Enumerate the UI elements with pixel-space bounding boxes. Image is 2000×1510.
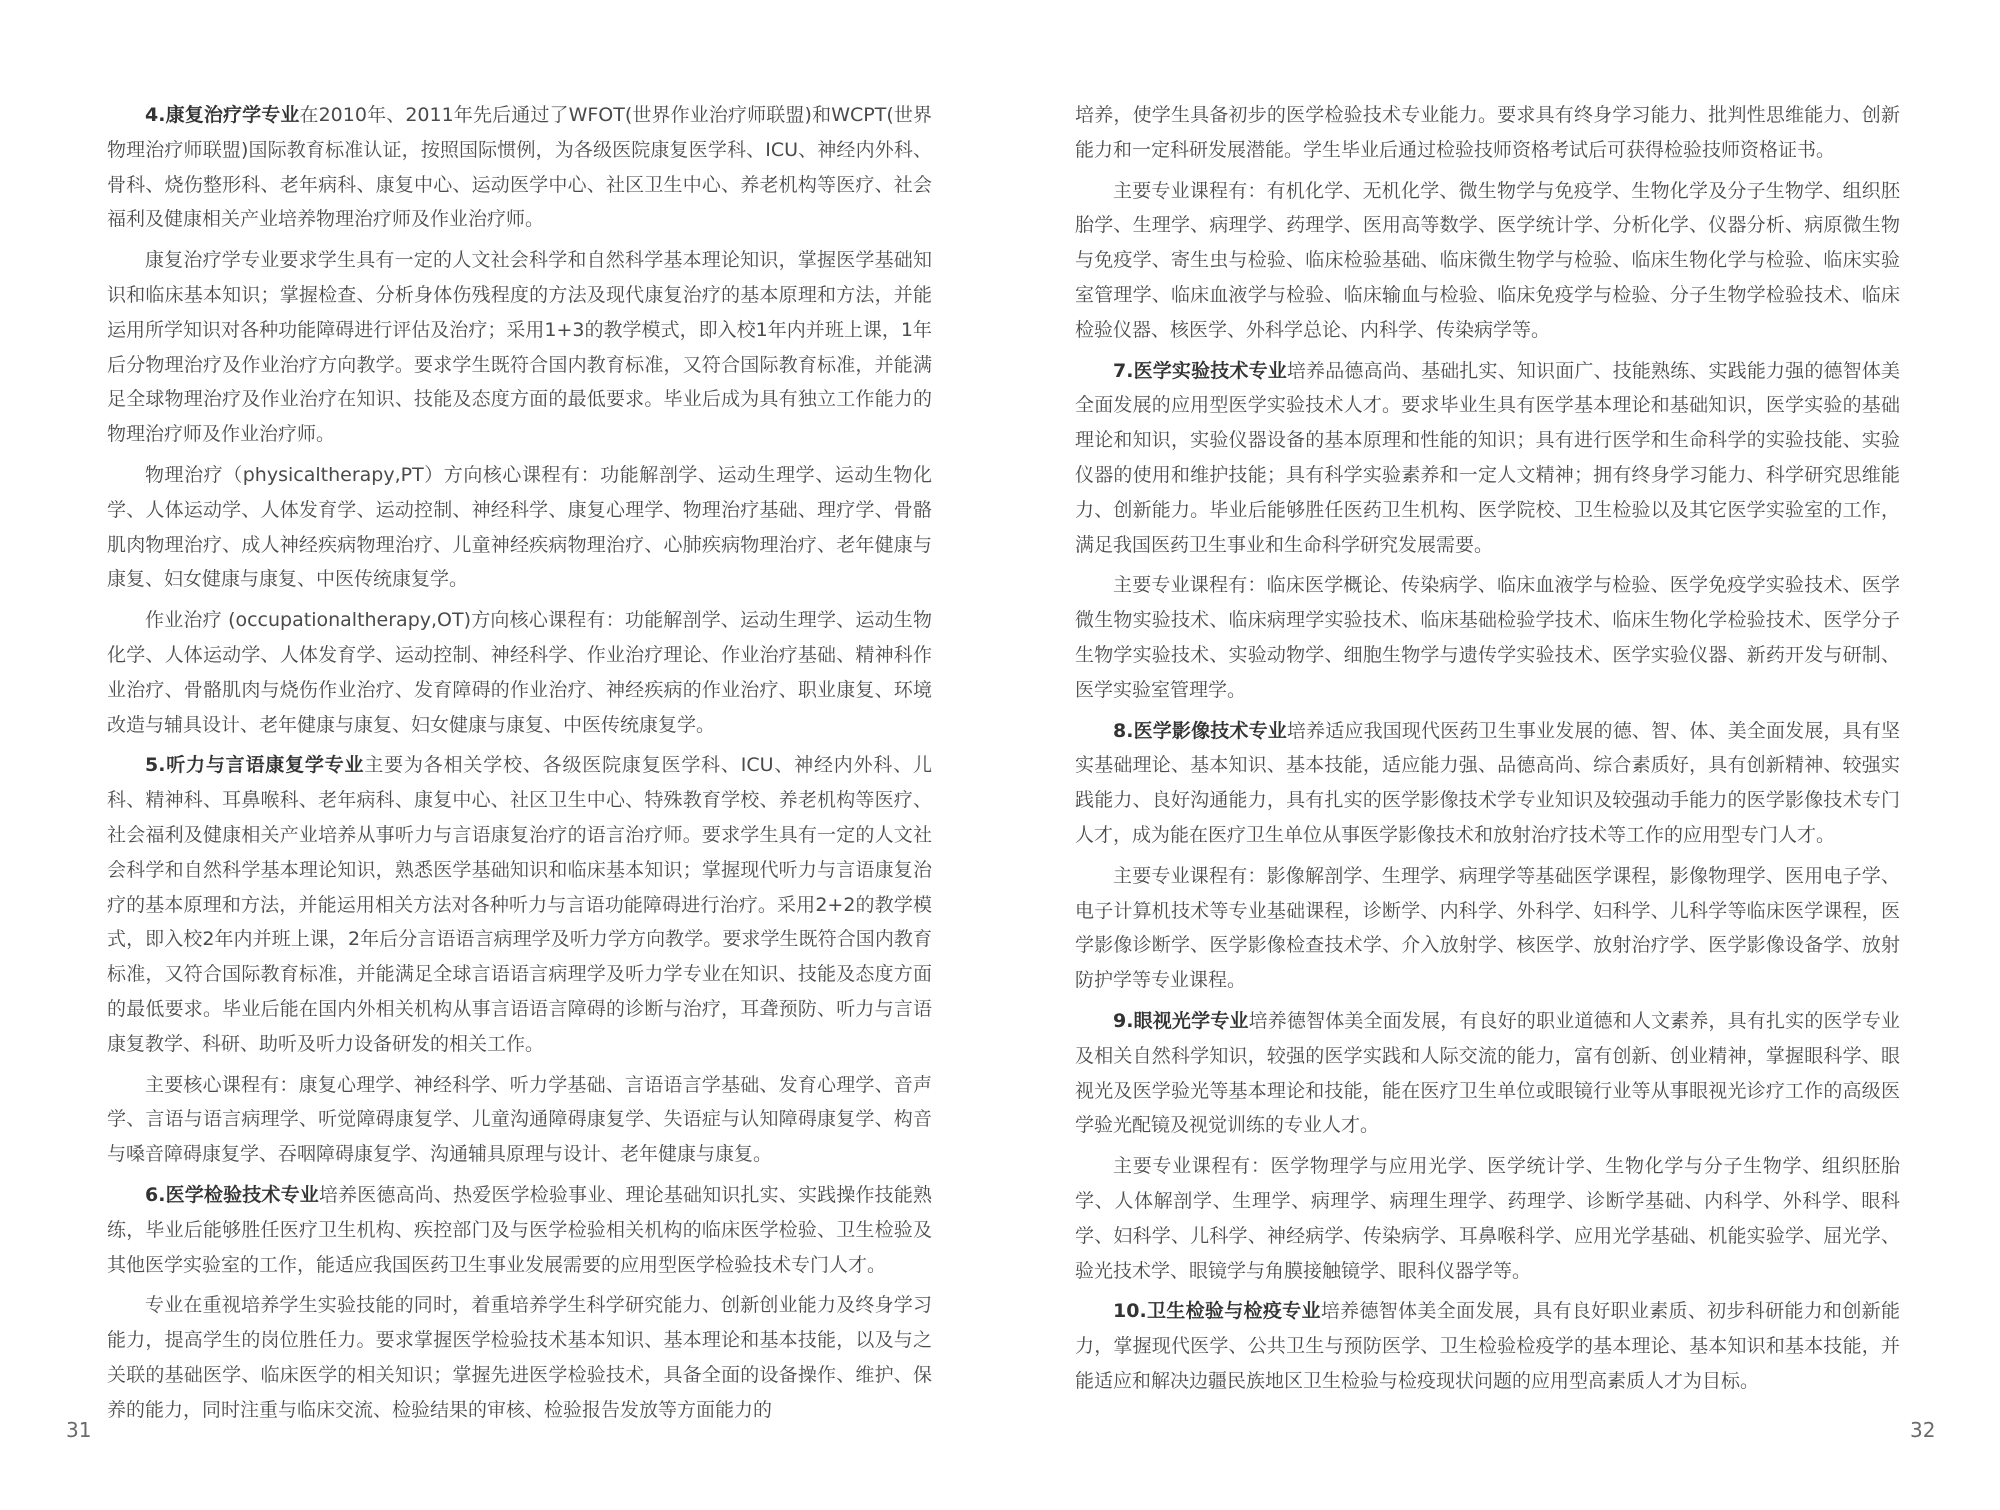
section-heading-optometry: 9.眼视光学专业 (1113, 1009, 1249, 1032)
paragraph-text: 主要专业课程有：医学物理学与应用光学、医学统计学、生物化学与分子生物学、组织胚胎学、人体解剖学、生理学、病理学、病理生理学、药理学、诊断学基础、内科学、外科学、眼科学、妇科学、儿科学、神经病学、传染病学、耳鼻喉科学、应用光学基础、机能实验学、屈光学、验光技术学、眼镜学与角膜接触镜学、眼科仪器学等。 (1075, 1155, 1900, 1282)
paragraph-text: 培养，使学生具备初步的医学检验技术专业能力。要求具有终身学习能力、批判性思维能力、创新能力和一定科研发展潜能。学生毕业后通过检验技师资格考试后可获得检验技师资格证书。 (1075, 104, 1900, 161)
paragraph-lab-medicine-courses (1075, 174, 1900, 348)
paragraph-lab-medicine-skills (107, 1288, 932, 1427)
paragraph-rehab-therapy-intro (107, 98, 932, 237)
paragraph-ot-courses (107, 603, 932, 742)
left-page-column (107, 98, 932, 1433)
paragraph-pt-courses (107, 458, 932, 597)
section-heading-imaging: 8.医学影像技术专业 (1113, 719, 1287, 742)
paragraph-optometry-courses (1075, 1149, 1900, 1288)
paragraph-text: 主要核心课程有：康复心理学、神经科学、听力学基础、言语语言学基础、发育心理学、音声学、言语与语言病理学、听觉障碍康复学、儿童沟通障碍康复学、失语症与认知障碍康复学、构音与嗓音障碍康复学、吞咽障碍康复学、沟通辅具原理与设计、老年健康与康复。 (107, 1073, 932, 1166)
right-page-column (1075, 98, 1900, 1405)
paragraph-text: 培养医德高尚、热爱医学检验事业、理论基础知识扎实、实践操作技能熟练，毕业后能够胜任医疗卫生机构、疾控部门及与医学检验相关机构的临床医学检验、卫生检验及其他医学实验室的工作，能适应我国医药卫生事业发展需要的应用型医学检验技术专门人才。 (107, 1183, 932, 1276)
section-heading-health-inspection: 10.卫生检验与检疫专业 (1113, 1300, 1321, 1323)
paragraph-text: 作业治疗 (occupationaltherapy,OT)方向核心课程有：功能解剖学、运动生理学、运动生物化学、人体运动学、人体发育学、运动控制、神经科学、作业治疗理论、作业治疗基础、精神科作业治疗、骨骼肌肉与烧伤作业治疗、发育障碍的作业治疗、神经疾病的作业治疗、职业康复、环境改造与辅具设计、老年健康与康复、妇女健康与康复、中医传统康复学。 (107, 609, 932, 736)
paragraph-text: 在2010年、2011年先后通过了WFOT(世界作业治疗师联盟)和WCPT(世界物理治疗师联盟)国际教育标准认证，按照国际惯例，为各级医院康复医学科、ICU、神经内外科、骨科、烧伤整形科、老年病科、康复中心、运动医学中心、社区卫生中心、养老机构等医疗、社会福利及健康相关产业培养物理治疗师及作业治疗师。 (107, 104, 932, 231)
paragraph-text: 培养适应我国现代医药卫生事业发展的德、智、体、美全面发展，具有坚实基础理论、基本知识、基本技能，适应能力强、品德高尚、综合素质好，具有创新精神、较强实践能力、良好沟通能力，具有扎实的医学影像技术学专业知识及较强动手能力的医学影像技术专门人才，成为能在医疗卫生单位从事医学影像技术和放射治疗技术等工作的应用型专门人才。 (1075, 719, 1900, 846)
paragraph-text: 培养品德高尚、基础扎实、知识面广、技能熟练、实践能力强的德智体美全面发展的应用型医学实验技术人才。要求毕业生具有医学基本理论和基础知识，医学实验的基础理论和知识，实验仪器设备的基本原理和性能的知识；具有进行医学和生命科学的实验技能、实验仪器的使用和维护技能；具有科学实验素养和一定人文精神；拥有终身学习能力、科学研究思维能力、创新能力。毕业后能够胜任医药卫生机构、医学院校、卫生检验以及其它医学实验室的工作，满足我国医药卫生事业和生命科学研究发展需要。 (1075, 359, 1900, 556)
paragraph-lab-tech-intro (1075, 354, 1900, 563)
paragraph-imaging-intro (1075, 714, 1900, 853)
paragraph-text: 主要专业课程有：影像解剖学、生理学、病理学等基础医学课程，影像物理学、医用电子学、电子计算机技术等专业基础课程，诊断学、内科学、外科学、妇科学、儿科学等临床医学课程，医学影像诊断学、医学影像检查技术学、介入放射学、核医学、放射治疗学、医学影像设备学、放射防护学等专业课程。 (1075, 864, 1900, 992)
page-number-right: 32 (1910, 1418, 1936, 1442)
paragraph-lab-tech-courses (1075, 568, 1900, 707)
paragraph-lab-medicine-continued (1075, 98, 1900, 168)
paragraph-text: 主要专业课程有：临床医学概论、传染病学、临床血液学与检验、医学免疫学实验技术、医学微生物实验技术、临床病理学实验技术、临床基础检验学技术、临床生物化学检验技术、医学分子生物学实验技术、实验动物学、细胞生物学与遗传学实验技术、医学实验仪器、新药开发与研制、医学实验室管理学。 (1075, 574, 1900, 701)
paragraph-text: 物理治疗（physicaltherapy,PT）方向核心课程有：功能解剖学、运动生理学、运动生物化学、人体运动学、人体发育学、运动控制、神经科学、康复心理学、物理治疗基础、理疗学、骨骼肌肉物理治疗、成人神经疾病物理治疗、儿童神经疾病物理治疗、心肺疾病物理治疗、老年健康与康复、妇女健康与康复、中医传统康复学。 (107, 463, 932, 591)
page-number-left: 31 (66, 1418, 92, 1442)
section-heading-lab-tech: 7.医学实验技术专业 (1113, 359, 1287, 382)
paragraph-rehab-therapy-requirements (107, 243, 932, 452)
paragraph-text: 培养德智体美全面发展，有良好的职业道德和人文素养，具有扎实的医学专业及相关自然科学知识，较强的医学实践和人际交流的能力，富有创新、创业精神，掌握眼科学、眼视光及医学验光等基本理论和技能，能在医疗卫生单位或眼镜行业等从事眼视光诊疗工作的高级医学验光配镜及视觉训练的专业人才。 (1075, 1009, 1900, 1137)
section-heading-rehab-therapy: 4.康复治疗学专业 (145, 104, 300, 126)
paragraph-optometry-intro (1075, 1004, 1900, 1143)
paragraph-hearing-speech-intro (107, 748, 932, 1061)
paragraph-text: 主要为各相关学校、各级医院康复医学科、ICU、神经内外科、儿科、精神科、耳鼻喉科、老年病科、康复中心、社区卫生中心、特殊教育学校、养老机构等医疗、社会福利及健康相关产业培养从事听力与言语康复治疗的语言治疗师。要求学生具有一定的人文社会科学和自然科学基本理论知识，熟悉医学基础知识和临床基本知识；掌握现代听力与言语康复治疗的基本原理和方法，并能运用相关方法对各种听力与言语功能障碍进行治疗。采用2+2的教学模式，即入校2年内并班上课，2年后分言语语言病理学及听力学方向教学。要求学生既符合国内教育标准，又符合国际教育标准，并能满足全球言语语言病理学及听力学专业在知识、技能及态度方面的最低要求。毕业后能在国内外相关机构从事言语语言障碍的诊断与治疗，耳聋预防、听力与言语康复教学、科研、助听及听力设备研发的相关工作。 (107, 754, 932, 1055)
paragraph-text: 主要专业课程有：有机化学、无机化学、微生物学与免疫学、生物化学及分子生物学、组织胚胎学、生理学、病理学、药理学、医用高等数学、医学统计学、分析化学、仪器分析、病原微生物与免疫学、寄生虫与检验、临床检验基础、临床微生物学与检验、临床生物化学与检验、临床实验室管理学、临床血液学与检验、临床输血与检验、临床免疫学与检验、分子生物学检验技术、临床检验仪器、核医学、外科学总论、内科学、传染病学等。 (1075, 179, 1900, 341)
paragraph-lab-medicine-intro (107, 1178, 932, 1282)
section-heading-hearing-speech: 5.听力与言语康复学专业 (145, 754, 365, 777)
paragraph-imaging-courses (1075, 859, 1900, 998)
paragraph-text: 培养德智体美全面发展，具有良好职业素质、初步科研能力和创新能力，掌握现代医学、公共卫生与预防医学、卫生检验检疫学的基本理论、基本知识和基本技能，并能适应和解决边疆民族地区卫生检验与检疫现状问题的应用型高素质人才为目标。 (1075, 1300, 1900, 1392)
section-heading-lab-medicine: 6.医学检验技术专业 (145, 1183, 319, 1206)
paragraph-text: 专业在重视培养学生实验技能的同时，着重培养学生科学研究能力、创新创业能力及终身学习能力，提高学生的岗位胜任力。要求掌握医学检验技术基本知识、基本理论和基本技能，以及与之关联的基础医学、临床医学的相关知识；掌握先进医学检验技术，具备全面的设备操作、维护、保养的能力，同时注重与临床交流、检验结果的审核、检验报告发放等方面能力的 (107, 1294, 932, 1421)
paragraph-text: 康复治疗学专业要求学生具有一定的人文社会科学和自然科学基本理论知识，掌握医学基础知识和临床基本知识；掌握检查、分析身体伤残程度的方法及现代康复治疗的基本原理和方法，并能运用所学知识对各种功能障碍进行评估及治疗；采用1+3的教学模式，即入校1年内并班上课，1年后分物理治疗及作业治疗方向教学。要求学生既符合国内教育标准，又符合国际教育标准，并能满足全球物理治疗及作业治疗在知识、技能及态度方面的最低要求。毕业后成为具有独立工作能力的物理治疗师及作业治疗师。 (107, 249, 932, 446)
paragraph-health-inspection-intro (1075, 1294, 1900, 1398)
paragraph-hearing-speech-courses (107, 1068, 932, 1172)
